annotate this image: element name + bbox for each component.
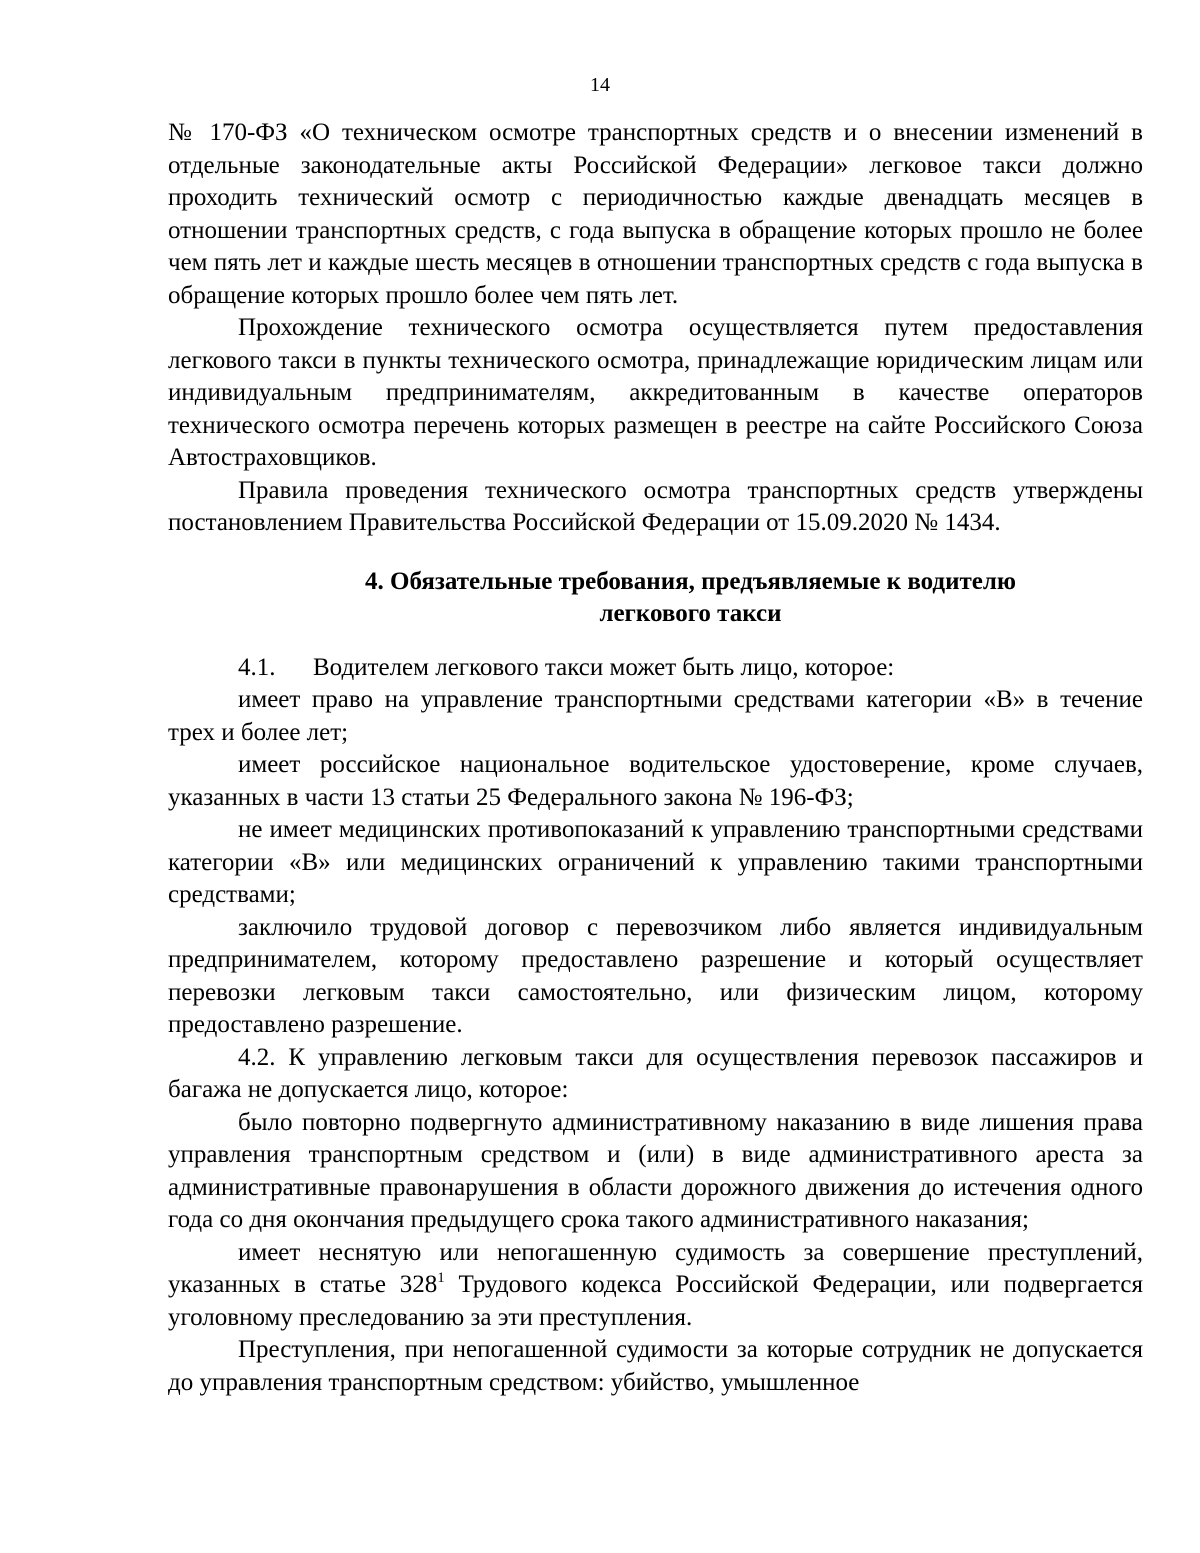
paragraph-tech-inspection-procedure: Прохождение технического осмотра осуществляется путем предоставления легкового такси в пункты технического осмотра, принадлежащие юридическим лицам или индивидуальным предпринимателям, аккредитованным в качестве операторов технического осмотра перечень которых размещен в реестре на сайте Российского Союза Автостраховщиков. [168,314,1143,471]
paragraph-crimes-list: Преступления, при непогашенной судимости за которые сотрудник не допускается до управления транспортным средством: убийство, умышленное [168,1336,1143,1396]
condition-criminal-record [168,1237,1143,1335]
section-heading-line-2: легкового такси [599,600,782,627]
item-4-1 [168,652,1143,685]
section-heading-line-1: 4. Обязательные требования, предъявляемые к водителю [365,567,1016,595]
page-number: 14 [590,74,610,96]
item-text: Водителем легкового такси может быть лицо, которое: [313,653,895,681]
condition-driver-license: имеет российское национальное водительское удостоверение, кроме случаев, указанных в части 13 статьи 25 Федерального закона № 196-ФЗ; [168,751,1143,811]
condition-labor-contract: заключило трудовой договор с перевозчиком либо является индивидуальным предпринимателем, которому предоставлено разрешение и который осуществляет перевозки легковым такси самостоятельно, или физическим лицом, которому предоставлено разрешение. [168,913,1143,1038]
condition-repeated-penalty: было повторно подвергнуто административному наказанию в виде лишения права управления транспортным средством и (или) в виде административного ареста за административные правонарушения в области дорожного движения до истечения одного года со дня окончания предыдущего срока такого административного наказания; [168,1108,1143,1233]
paragraph-tech-inspection-rules: Правила проведения технического осмотра транспортных средств утверждены постановлением Правительства Российской Федерации от 15.09.2020 № 1434. [168,476,1143,536]
item-text: К управлению легковым такси для осуществления перевозок пассажиров и багажа не допускается лицо, которое: [168,1043,1143,1103]
condition-medical: не имеет медицинских противопоказаний к управлению транспортными средствами категории «В» или медицинских ограничений к управлению такими транспортными средствами; [168,816,1143,908]
condition-category-b-experience: имеет право на управление транспортными средствами категории «В» в течение трех и более лет; [168,686,1143,746]
item-number: 4.1. [238,653,276,681]
superscript: 1 [437,1270,445,1286]
section-heading [168,566,1143,631]
paragraph-tech-inspection-periodicity: № 170-ФЗ «О техническом осмотре транспортных средств и о внесении изменений в отдельные законодательные акты Российской Федерации» легковое такси должно проходить технический осмотр с периодичностью каждые двенадцать месяцев в отношении транспортных средств, с года выпуска в обращение которых прошло не более чем пять лет и каждые шесть месяцев в отношении транспортных средств с года выпуска в обращение которых прошло более чем пять лет. [168,119,1143,309]
condition-text-start: имеет неснятую или непогашенную судимость за совершение преступлений, указанных в статье 328 [168,1238,1143,1298]
document-body [168,117,1143,1399]
item-4-2 [168,1042,1143,1107]
condition-text-end: Трудового кодекса Российской Федерации, или подвергается уголовному преследованию за эти преступления. [168,1271,1143,1331]
item-number: 4.2. [238,1043,276,1071]
